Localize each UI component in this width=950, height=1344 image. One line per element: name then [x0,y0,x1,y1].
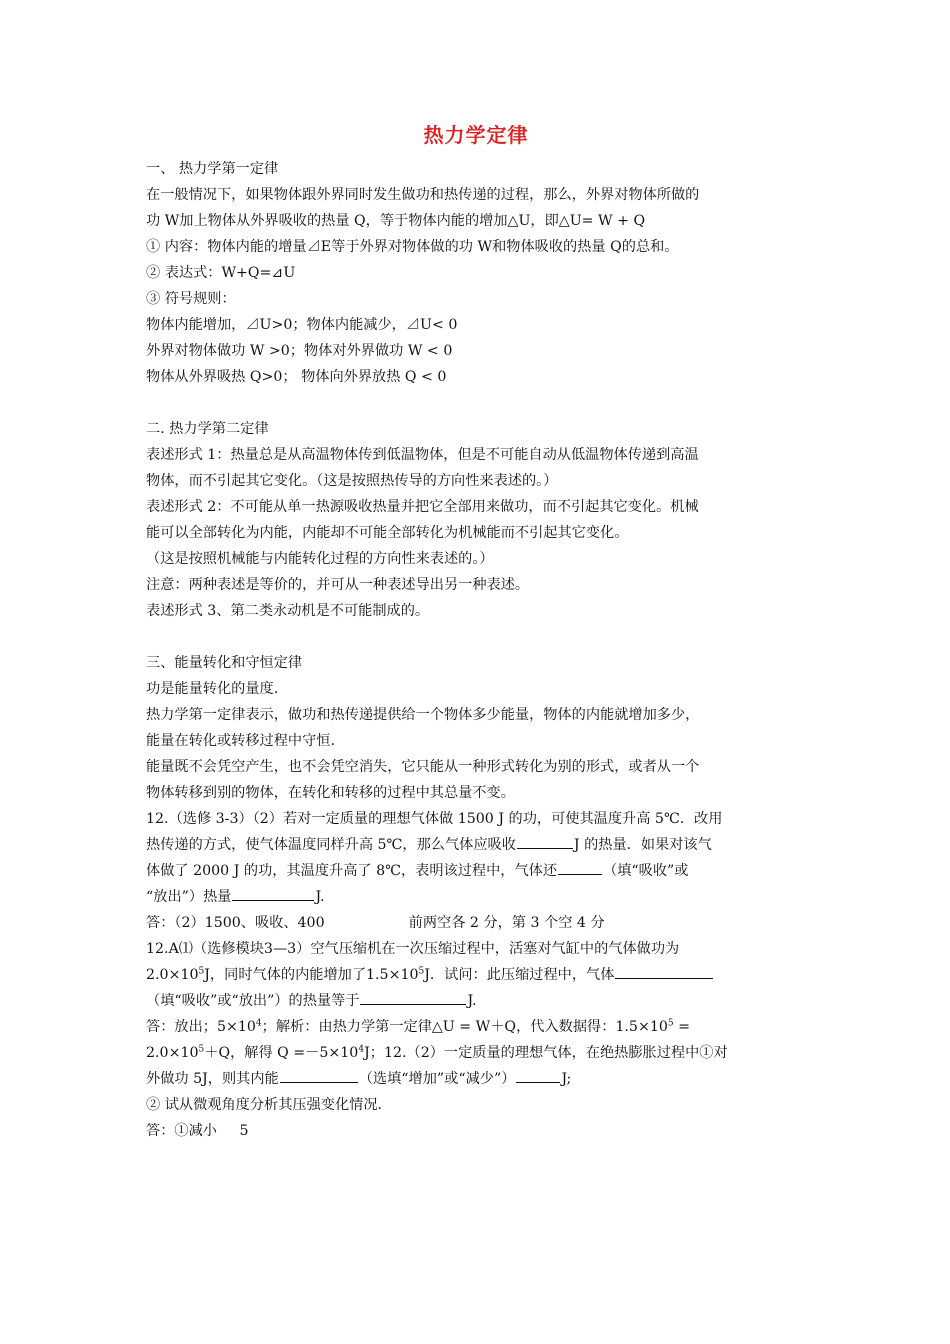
paragraph-line: 表述形式 1：热量总是从高温物体传到低温物体，但是不可能自动从低温物体传递到高温 [146,447,699,463]
question-line: （填“吸收”或“放出”）的热量等于 J. [146,988,806,1014]
question-line: $2.0\times 10^5J$，同时气体的内能增加了$1.5\times 10^5J$．试问：此压缩过程中，气体 [146,962,806,988]
paragraph-line: ② 表达式：W+Q=⊿U [146,265,296,281]
paragraph-line: 能量在转化或转移过程中守恒. [146,733,335,749]
question-line: “放出”）热量 J. [146,884,806,910]
paragraph-line: 物体，而不引起其它变化。（这是按照热传导的方向性来表述的。） [146,473,558,489]
document-page [146,118,806,1144]
question-line: 12.A⑴（选修模块3—3）空气压缩机在一次压缩过程中，活塞对气缸中的气体做功为 [146,941,680,957]
answer-blank[interactable] [517,832,573,849]
section-heading: 二. 热力学第二定律 [146,421,269,437]
answer-line: 答：（2）1500、吸收、400 前两空各 2 分，第 3 个空 4 分 [146,915,605,931]
paragraph-line: ① 内容：物体内能的增量⊿E等于外界对物体做的功 W和物体吸收的热量 Q的总和。 [146,239,679,255]
answer-blank[interactable] [232,884,314,901]
question-line: 外做功 5J，则其内能 （选填“增加”或“减少”） J; [146,1066,806,1092]
answer-line: 答：放出；$5\times 10^4$；解析：由热力学第一定律△U = W＋Q，代入数据得：$1.5\times 10^5$ = [146,1018,691,1035]
score-note: 前两空各 2 分，第 3 个空 4 分 [408,915,605,931]
paragraph-line: 在一般情况下，如果物体跟外界同时发生做功和热传递的过程，那么，外界对物体所做的 [146,187,700,203]
paragraph-line: 物体从外界吸热 Q>0； 物体向外界放热 Q < 0 [146,369,447,385]
paragraph-line: 能可以全部转化为内能，内能却不可能全部转化为机械能而不引起其它变化。 [146,525,629,541]
paragraph-line: 表述形式 2：不可能从单一热源吸收热量并把它全部用来做功，而不引起其它变化。机械 [146,499,699,515]
question-line: ② 试从微观角度分析其压强变化情况. [146,1097,383,1113]
answer-blank[interactable] [615,962,713,979]
document-title: 热力学定律 [423,123,529,147]
paragraph-line: 热力学第一定律表示，做功和热传递提供给一个物体多少能量，物体的内能就增加多少， [146,707,700,723]
answer-line: $2.0\times 10^5+Q$，解得 $Q =-5\times 10^4J$；12.（2）一定质量的理想气体，在绝热膨胀过程中①对 [146,1044,728,1061]
paragraph-line: 能量既不会凭空产生，也不会凭空消失，它只能从一种形式转化为别的形式，或者从一个 [146,759,700,775]
paragraph-line: 外界对物体做功 W >0；物体对外界做功 W < 0 [146,343,453,359]
answer-blank[interactable] [360,988,466,1005]
answer-blank[interactable] [516,1066,560,1083]
question-line: 热传递的方式，使气体温度同样升高 5℃，那么气体应吸收 J 的热量．如果对该气 [146,832,806,858]
section-second-law [146,416,806,624]
answer-blank[interactable] [280,1066,358,1083]
question-line: 体做了 2000 J 的功，其温度升高了 8℃，表明该过程中，气体还 （填“吸收”或 [146,858,806,884]
paragraph-line: 功 W加上物体从外界吸收的热量 Q，等于物体内能的增加△U，即△U= W + Q [146,213,646,229]
paragraph-line: 表述形式 3、第二类永动机是不可能制成的。 [146,603,430,619]
paragraph-line: 物体转移到别的物体，在转化和转移的过程中其总量不变。 [146,785,515,801]
section-heading: 一、 热力学第一定律 [146,161,279,177]
section-heading: 三、能量转化和守恒定律 [146,655,303,671]
section-energy-conservation [146,650,806,806]
answer-line: 答：①减小 5 [146,1123,249,1139]
section-first-law [146,156,806,390]
paragraph-line: 功是能量转化的量度. [146,681,279,697]
paragraph-line: 注意：两种表述是等价的，并可从一种表述导出另一种表述。 [146,577,530,593]
paragraph-line: ③ 符号规则： [146,291,236,307]
paragraph-line: 物体内能增加，⊿U>0；物体内能减少，⊿U< 0 [146,317,458,333]
paragraph-line: （这是按照机械能与内能转化过程的方向性来表述的。） [146,551,494,567]
question-1 [146,806,806,936]
question-line: 12.（选修 3-3）（2）若对一定质量的理想气体做 1500 J 的功，可使其温度升高 5℃．改用 [146,811,723,827]
answer-blank[interactable] [558,858,602,875]
question-2 [146,936,806,1144]
